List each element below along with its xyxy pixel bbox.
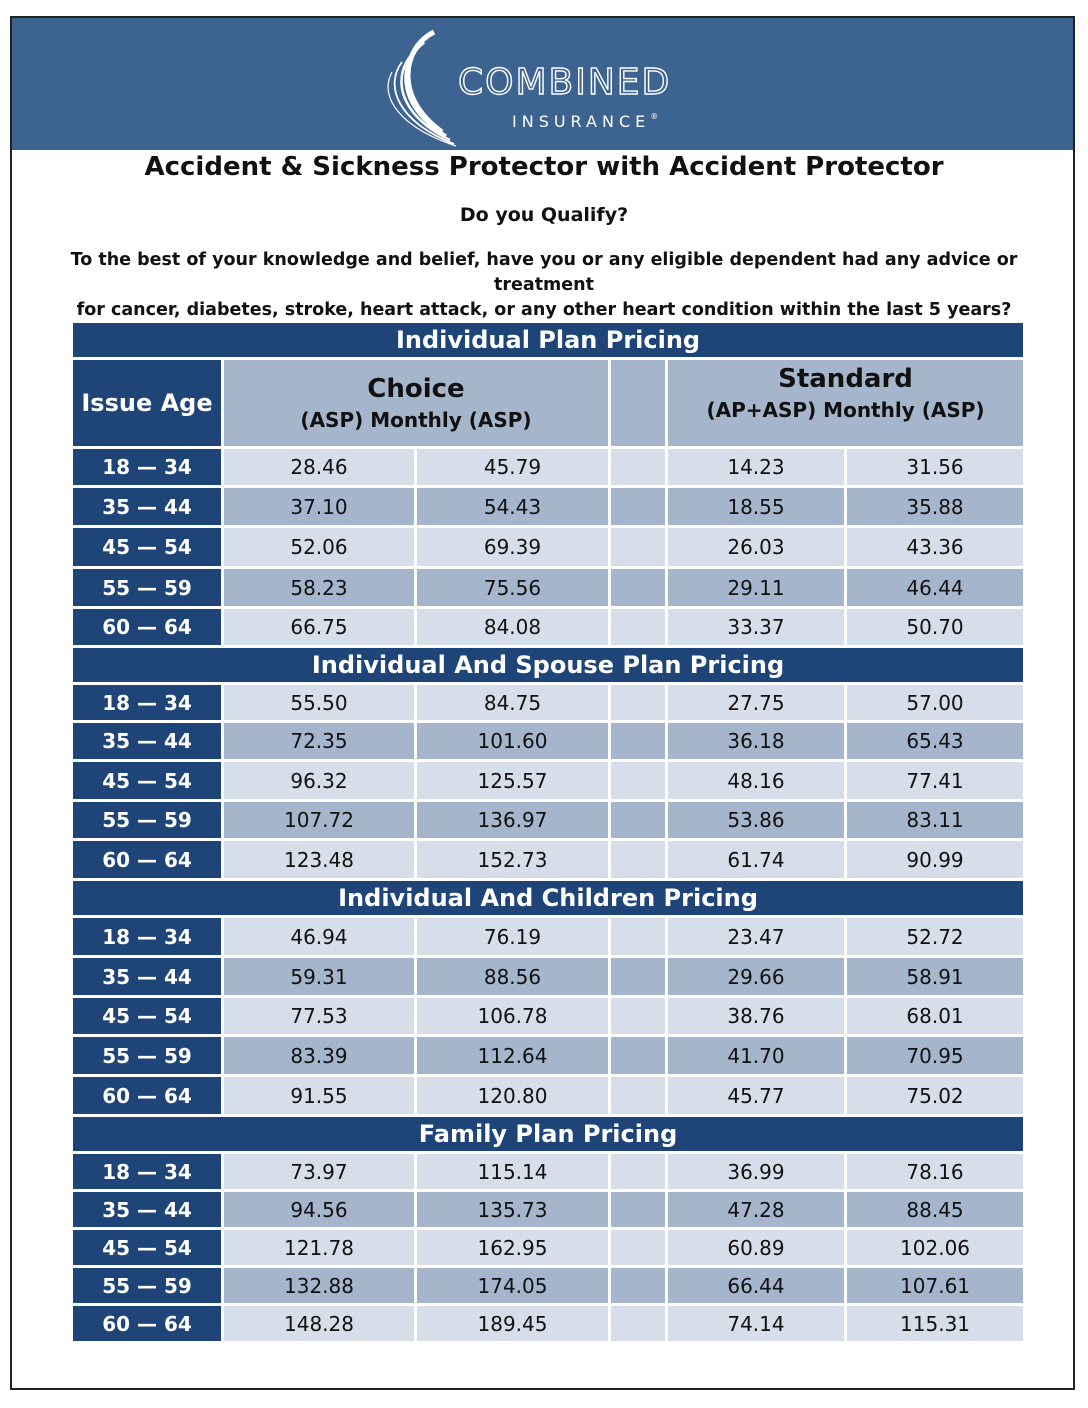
section-title: Individual And Children Pricing [72,880,1025,917]
issue-age-cell: 55 — 59 [72,1267,223,1305]
standard-subtitle: (AP+ASP) Monthly (ASP) [706,398,985,422]
standard-apasp-cell: 74.14 [667,1305,846,1343]
choice-asp-cell: 28.46 [223,448,416,487]
choice-monthly-cell: 45.79 [416,448,610,487]
standard-monthly-cell: 65.43 [846,722,1025,761]
standard-apasp-cell: 18.55 [667,487,846,527]
table-row [72,801,1025,840]
spacer-cell [610,917,667,957]
choice-monthly-cell: 120.80 [416,1076,610,1116]
choice-monthly-cell: 101.60 [416,722,610,761]
spacer-cell [610,1267,667,1305]
choice-monthly-cell: 136.97 [416,801,610,840]
issue-age-cell: 35 — 44 [72,957,223,997]
spacer-cell [610,801,667,840]
table-row [72,1076,1025,1116]
qualification-question [24,248,1064,323]
standard-monthly-cell: 83.11 [846,801,1025,840]
standard-monthly-cell: 115.31 [846,1305,1025,1343]
standard-apasp-cell: 53.86 [667,801,846,840]
issue-age-cell: 18 — 34 [72,1153,223,1191]
standard-apasp-cell: 45.77 [667,1076,846,1116]
standard-monthly-cell: 77.41 [846,761,1025,801]
pricing-table [70,320,1026,1344]
choice-asp-cell: 73.97 [223,1153,416,1191]
choice-asp-cell: 46.94 [223,917,416,957]
standard-monthly-cell: 68.01 [846,997,1025,1036]
table-row [72,1036,1025,1076]
issue-age-cell: 45 — 54 [72,1229,223,1267]
issue-age-cell: 55 — 59 [72,801,223,840]
spacer-cell [610,684,667,722]
standard-apasp-cell: 29.11 [667,568,846,608]
choice-monthly-cell: 76.19 [416,917,610,957]
choice-asp-cell: 55.50 [223,684,416,722]
choice-asp-cell: 83.39 [223,1036,416,1076]
section-title: Individual And Spouse Plan Pricing [72,647,1025,684]
logo-wordmark: COMBINED [458,62,672,103]
choice-asp-cell: 132.88 [223,1267,416,1305]
choice-monthly-cell: 162.95 [416,1229,610,1267]
choice-asp-cell: 91.55 [223,1076,416,1116]
spacer-cell [610,1076,667,1116]
spacer-cell [610,1229,667,1267]
standard-monthly-cell: 102.06 [846,1229,1025,1267]
choice-asp-cell: 66.75 [223,608,416,647]
choice-asp-cell: 121.78 [223,1229,416,1267]
standard-apasp-cell: 60.89 [667,1229,846,1267]
brand-banner [12,18,1073,150]
standard-apasp-cell: 47.28 [667,1191,846,1229]
spacer-cell [610,1153,667,1191]
spacer-cell [610,722,667,761]
table-row [72,722,1025,761]
standard-apasp-cell: 29.66 [667,957,846,997]
issue-age-cell: 60 — 64 [72,840,223,880]
choice-monthly-cell: 112.64 [416,1036,610,1076]
table-row [72,917,1025,957]
choice-asp-cell: 37.10 [223,487,416,527]
choice-title: Choice [367,374,465,404]
standard-monthly-cell: 35.88 [846,487,1025,527]
issue-age-cell: 60 — 64 [72,608,223,647]
standard-monthly-cell: 75.02 [846,1076,1025,1116]
choice-monthly-cell: 54.43 [416,487,610,527]
company-logo [372,28,752,148]
choice-monthly-cell: 135.73 [416,1191,610,1229]
spacer-cell [610,761,667,801]
issue-age-header: Issue Age [72,359,223,448]
choice-asp-cell: 77.53 [223,997,416,1036]
choice-asp-cell: 148.28 [223,1305,416,1343]
spacer-cell [610,487,667,527]
standard-apasp-cell: 66.44 [667,1267,846,1305]
standard-apasp-cell: 48.16 [667,761,846,801]
question-line-1: To the best of your knowledge and belief, have you or any eligible dependent had any advice or treatment [70,250,1018,295]
spacer-cell [610,608,667,647]
choice-monthly-cell: 88.56 [416,957,610,997]
question-line-2: for cancer, diabetes, stroke, heart attack, or any other heart condition within the last 5 years? [76,300,1012,320]
issue-age-cell: 35 — 44 [72,1191,223,1229]
standard-apasp-cell: 36.18 [667,722,846,761]
page-subtitle: Do you Qualify? [459,204,629,226]
swoosh-logo-icon [372,28,472,148]
table-row [72,568,1025,608]
table-row [72,608,1025,647]
spacer-cell [610,568,667,608]
issue-age-cell: 35 — 44 [72,722,223,761]
choice-monthly-cell: 75.56 [416,568,610,608]
standard-title: Standard [778,364,913,394]
standard-monthly-cell: 70.95 [846,1036,1025,1076]
table-row [72,487,1025,527]
choice-asp-cell: 123.48 [223,840,416,880]
choice-asp-cell: 52.06 [223,527,416,568]
choice-monthly-cell: 189.45 [416,1305,610,1343]
issue-age-cell: 35 — 44 [72,487,223,527]
table-row [72,1153,1025,1191]
issue-age-cell: 55 — 59 [72,1036,223,1076]
standard-apasp-cell: 38.76 [667,997,846,1036]
table-row [72,957,1025,997]
issue-age-cell: 60 — 64 [72,1305,223,1343]
standard-column-header [667,359,1025,448]
choice-asp-cell: 96.32 [223,761,416,801]
standard-monthly-cell: 43.36 [846,527,1025,568]
table-row [72,1229,1025,1267]
table-row [72,1191,1025,1229]
choice-asp-cell: 94.56 [223,1191,416,1229]
standard-apasp-cell: 61.74 [667,840,846,880]
standard-monthly-cell: 57.00 [846,684,1025,722]
choice-asp-cell: 72.35 [223,722,416,761]
spacer-cell [610,957,667,997]
standard-monthly-cell: 107.61 [846,1267,1025,1305]
choice-monthly-cell: 106.78 [416,997,610,1036]
standard-monthly-cell: 46.44 [846,568,1025,608]
choice-asp-cell: 59.31 [223,957,416,997]
choice-monthly-cell: 84.75 [416,684,610,722]
spacer-cell [610,527,667,568]
standard-monthly-cell: 50.70 [846,608,1025,647]
issue-age-cell: 18 — 34 [72,448,223,487]
standard-apasp-cell: 33.37 [667,608,846,647]
table-row [72,448,1025,487]
issue-age-cell: 45 — 54 [72,761,223,801]
choice-asp-cell: 107.72 [223,801,416,840]
table-row [72,1267,1025,1305]
table-row [72,527,1025,568]
issue-age-cell: 18 — 34 [72,684,223,722]
spacer-cell [610,840,667,880]
choice-monthly-cell: 174.05 [416,1267,610,1305]
table-row [72,761,1025,801]
table-row [72,684,1025,722]
choice-subtitle: (ASP) Monthly (ASP) [300,408,532,432]
standard-apasp-cell: 26.03 [667,527,846,568]
choice-monthly-cell: 84.08 [416,608,610,647]
section-header-row [72,880,1025,917]
issue-age-cell: 45 — 54 [72,527,223,568]
issue-age-cell: 60 — 64 [72,1076,223,1116]
standard-apasp-cell: 36.99 [667,1153,846,1191]
choice-monthly-cell: 125.57 [416,761,610,801]
section-title: Individual Plan Pricing [72,322,1025,359]
choice-column-header [223,359,610,448]
choice-asp-cell: 58.23 [223,568,416,608]
standard-apasp-cell: 27.75 [667,684,846,722]
standard-apasp-cell: 41.70 [667,1036,846,1076]
page-title: Accident & Sickness Protector with Accident Protector [144,152,944,182]
table-row [72,1305,1025,1343]
standard-monthly-cell: 58.91 [846,957,1025,997]
spacer-cell [610,997,667,1036]
standard-monthly-cell: 31.56 [846,448,1025,487]
standard-monthly-cell: 88.45 [846,1191,1025,1229]
table-row [72,840,1025,880]
standard-apasp-cell: 14.23 [667,448,846,487]
spacer-cell [610,1191,667,1229]
standard-monthly-cell: 90.99 [846,840,1025,880]
logo-subtitle: INSURANCE® [512,112,659,131]
standard-monthly-cell: 78.16 [846,1153,1025,1191]
issue-age-cell: 45 — 54 [72,997,223,1036]
column-header-row [72,359,1025,448]
spacer-cell [610,1036,667,1076]
issue-age-cell: 55 — 59 [72,568,223,608]
spacer-cell [610,1305,667,1343]
standard-apasp-cell: 23.47 [667,917,846,957]
issue-age-cell: 18 — 34 [72,917,223,957]
spacer-header-cell [610,359,667,448]
choice-monthly-cell: 69.39 [416,527,610,568]
table-row [72,997,1025,1036]
spacer-cell [610,448,667,487]
section-header-row [72,1116,1025,1153]
choice-monthly-cell: 115.14 [416,1153,610,1191]
choice-monthly-cell: 152.73 [416,840,610,880]
section-title: Family Plan Pricing [72,1116,1025,1153]
section-header-row [72,647,1025,684]
standard-monthly-cell: 52.72 [846,917,1025,957]
section-header-row [72,322,1025,359]
